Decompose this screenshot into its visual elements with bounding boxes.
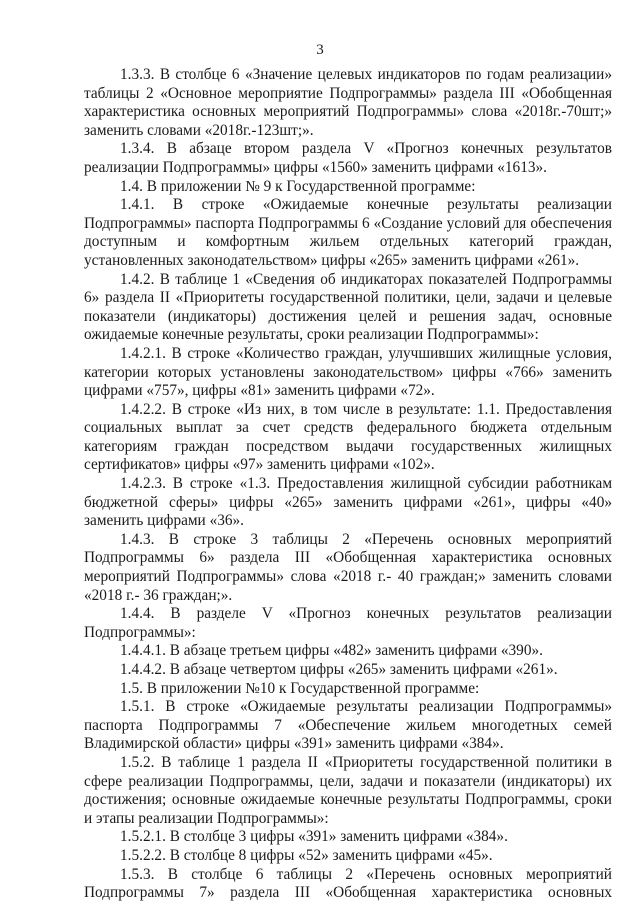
paragraph-1-4-4: 1.4.4. В разделе V «Прогноз конечных результатов реализации Подпрограммы»:	[84, 605, 612, 641]
paragraph-1-5-2-2: 1.5.2.2. В столбце 8 цифры «52» заменить цифрами «45».	[120, 846, 493, 864]
paragraph-1-4-4-2: 1.4.4.2. В абзаце четвертом цифры «265» заменить цифрами «261».	[120, 661, 558, 678]
paragraph-1-5-3: 1.5.3. В столбце 6 таблицы 2 «Перечень основных мероприятий Подпрограммы 7» раздела III «Обобщенная характеристика основных	[84, 865, 612, 902]
paragraph-1-5: 1.5. В приложении №10 к Государственной программе:	[120, 679, 480, 697]
paragraph-1-4: 1.4. В приложении № 9 к Государственной программе:	[120, 177, 476, 195]
paragraph-1-5-2-1: 1.5.2.1. В столбце 3 цифры «391» заменить цифрами «384».	[120, 828, 508, 846]
paragraph-1-4-4-1: 1.4.4.1. В абзаце третьем цифры «482» заменить цифрами «390».	[120, 642, 543, 660]
paragraph-1-4-2-3: 1.4.2.3. В строке «1.3. Предоставления жилищной субсидии работникам бюджетной сферы» цифры «265» заменить цифрами «261», цифры «40» заменить цифрами «36».	[84, 475, 612, 530]
paragraph-1-5-2: 1.5.2. В таблице 1 раздела II «Приоритеты государственной политики в сфере реализации Подпрограммы, цели, задачи и показатели (индикаторы) их достижения; основные ожидаемые конечные результаты Подпрограммы, сроки и этапы реализации Подпрограммы»:	[84, 753, 612, 827]
paragraph-1-5-1: 1.5.1. В строке «Ожидаемые результаты реализации Подпрограммы» паспорта Подпрограммы 7 «Обеспечение жильем многодетных семей Владимирской области» цифры «391» заменить цифрами «384».	[84, 698, 612, 753]
page-number: 3	[316, 42, 324, 58]
paragraph-1-4-2: 1.4.2. В таблице 1 «Сведения об индикаторах показателей Подпрограммы 6» раздела II «Приоритеты государственной политики, цели, задачи и целевые показатели (индикаторы) достижения целей и решения задач, основные ожидаемые конечные результаты, сроки реализации Подпрограммы»:	[84, 270, 612, 344]
document-body	[84, 66, 612, 903]
paragraph-1-3-3: 1.3.3. В столбце 6 «Значение целевых индикаторов по годам реализации» таблицы 2 «Основное мероприятие Подпрограммы» раздела III «Обобщенная характеристика основных мероприятий Подпрограммы» слова «2018г.-70шт;» заменить словами «2018г.-123шт;».	[84, 66, 612, 139]
paragraph-1-3-4: 1.3.4. В абзаце втором раздела V «Прогноз конечных результатов реализации Подпрограммы» цифры «1560» заменить цифрами «1613».	[84, 140, 612, 176]
paragraph-1-4-3: 1.4.3. В строке 3 таблицы 2 «Перечень основных мероприятий Подпрограммы 6» раздела III «Обобщенная характеристика основных мероприятий Подпрограммы» слова «2018 г.- 40 граждан;» заменить словами «2018 г.- 36 граждан;».	[84, 530, 612, 604]
paragraph-1-4-2-1: 1.4.2.1. В строке «Количество граждан, улучшивших жилищные условия, категории которых установлены законодательством» цифры «766» заменить цифрами «757», цифры «81» заменить цифрами «72».	[84, 344, 612, 400]
paragraph-1-4-1: 1.4.1. В строке «Ожидаемые конечные результаты реализации Подпрограммы» паспорта Подпрограммы 6 «Создание условий для обеспечения доступным и комфортным жильем отдельных категорий граждан, установленных законодательством» цифры «265» заменить цифрами «261».	[84, 196, 612, 269]
paragraph-1-4-2-2: 1.4.2.2. В строке «Из них, в том числе в результате: 1.1. Предоставления социальных выплат за счет средств федерального бюджета отдельным категориям граждан посредством выдачи государственных жилищных сертификатов» цифры «97» заменить цифрами «102».	[84, 400, 612, 474]
